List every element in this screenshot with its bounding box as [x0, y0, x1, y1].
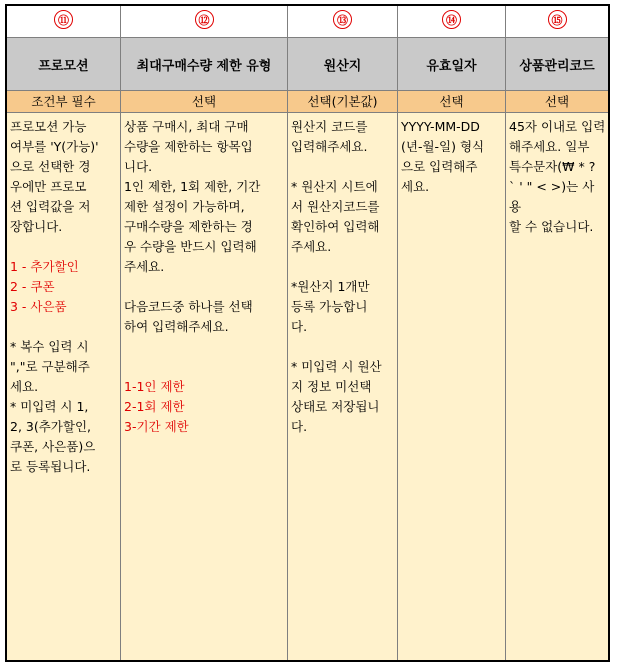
- column-header: 원산지: [288, 37, 397, 91]
- description-line: 원산지 코드를: [291, 119, 368, 134]
- description-line: 특수문자(₩ * ?: [509, 159, 596, 174]
- blank-line: [291, 257, 395, 277]
- description-line: 할 수 없습니다.: [509, 219, 594, 234]
- description-line: 우에만 프로모: [10, 179, 87, 194]
- description-line: * 미입력 시 원산: [291, 359, 382, 374]
- description-line: 상품 구매시, 최대 구매: [124, 119, 249, 134]
- column-header: 유효일자: [398, 37, 505, 91]
- description-line: 2 - 쿠폰: [10, 279, 55, 294]
- description-line: 션 입력값을 저: [10, 199, 91, 214]
- description-line: (년-월-일) 형식: [401, 139, 485, 154]
- column-number-cell: [121, 6, 287, 34]
- blank-line: [124, 357, 285, 377]
- description-line: 구매수량을 제한하는 경: [124, 219, 253, 234]
- description-line: 여부를 'Y(가능)': [10, 139, 99, 154]
- description-line: 다음코드중 하나를 선택: [124, 299, 253, 314]
- circled-number: ⑮: [548, 10, 567, 29]
- requirement-cell: 선택(기본값): [288, 91, 397, 113]
- column-max-purchase-limit-type: [120, 6, 287, 660]
- description-line: 3-기간 제한: [124, 419, 189, 434]
- description-line: 다.: [291, 319, 308, 334]
- description-line: 제한 설정이 가능하며,: [124, 199, 245, 214]
- description-line: 다.: [291, 419, 308, 434]
- description-line: ` ' " < >)는 사: [509, 179, 595, 194]
- description-line: 2-1회 제한: [124, 399, 185, 414]
- description-line: * 원산지 시트에: [291, 179, 378, 194]
- description-line: 주세요.: [291, 239, 332, 254]
- blank-line: [124, 277, 285, 297]
- description-line: 입력해주세요.: [291, 139, 368, 154]
- description-line: 45자 이내로 입력: [509, 119, 606, 134]
- description-line: 으로 선택한 경: [10, 159, 91, 174]
- description-line: 1 - 추가할인: [10, 259, 79, 274]
- description-line: * 미입력 시 1,: [10, 399, 89, 414]
- column-header: 프로모션: [7, 37, 120, 91]
- description-line: 로 등록됩니다.: [10, 459, 91, 474]
- requirement-cell: 선택: [121, 91, 287, 113]
- description-line: 등록 가능합니: [291, 299, 368, 314]
- blank-line: [124, 337, 285, 357]
- blank-line: [291, 157, 395, 177]
- description-line: 서 원산지코드를: [291, 199, 380, 214]
- requirement-cell: 조건부 필수: [7, 91, 120, 113]
- circled-number: ⑭: [442, 10, 461, 29]
- description-cell: [398, 113, 505, 660]
- blank-line: [291, 337, 395, 357]
- blank-line: [10, 317, 118, 337]
- description-line: YYYY-MM-DD: [401, 119, 480, 134]
- circled-number: ⑪: [54, 10, 73, 29]
- circled-number: ⑬: [333, 10, 352, 29]
- description-cell: [506, 113, 608, 660]
- requirement-cell: 선택: [506, 91, 608, 113]
- description-line: * 복수 입력 시: [10, 339, 89, 354]
- column-number-cell: [288, 6, 397, 34]
- column-header: 상품관리코드: [506, 37, 608, 91]
- description-line: 3 - 사은품: [10, 299, 67, 314]
- description-line: 하여 입력해주세요.: [124, 319, 229, 334]
- column-number-cell: [398, 6, 505, 34]
- description-line: 지 정보 미선택: [291, 379, 372, 394]
- blank-line: [10, 237, 118, 257]
- description-line: 해주세요. 일부: [509, 139, 590, 154]
- description-line: 세요.: [10, 379, 39, 394]
- description-line: 장합니다.: [10, 219, 63, 234]
- column-promotion: [7, 6, 120, 660]
- description-cell: [121, 113, 287, 660]
- column-header: 최대구매수량 제한 유형: [121, 37, 287, 91]
- description-line: 수량을 제한하는 항목입: [124, 139, 253, 154]
- column-expiry-date: [397, 6, 505, 660]
- description-line: 프로모션 가능: [10, 119, 87, 134]
- description-line: 2, 3(추가할인,: [10, 419, 92, 434]
- spreadsheet-table: [5, 4, 610, 662]
- description-line: 니다.: [124, 159, 153, 174]
- requirement-cell: 선택: [398, 91, 505, 113]
- circled-number: ⑫: [195, 10, 214, 29]
- description-line: 우 수량을 반드시 입력해: [124, 239, 257, 254]
- column-origin: [287, 6, 397, 660]
- description-line: 용: [509, 199, 522, 214]
- description-line: 확인하여 입력해: [291, 219, 380, 234]
- description-line: *원산지 1개만: [291, 279, 370, 294]
- description-cell: [288, 113, 397, 660]
- description-line: 1-1인 제한: [124, 379, 185, 394]
- description-line: 으로 입력해주: [401, 159, 478, 174]
- description-line: 쿠폰, 사은품)으: [10, 439, 96, 454]
- column-number-cell: [7, 6, 120, 34]
- description-line: ","로 구분해주: [10, 359, 90, 374]
- description-line: 세요.: [401, 179, 430, 194]
- description-line: 1인 제한, 1회 제한, 기간: [124, 179, 261, 194]
- description-line: 상태로 저장됩니: [291, 399, 380, 414]
- column-number-cell: [506, 6, 608, 34]
- description-cell: [7, 113, 120, 660]
- description-line: 주세요.: [124, 259, 165, 274]
- column-product-management-code: [505, 6, 608, 660]
